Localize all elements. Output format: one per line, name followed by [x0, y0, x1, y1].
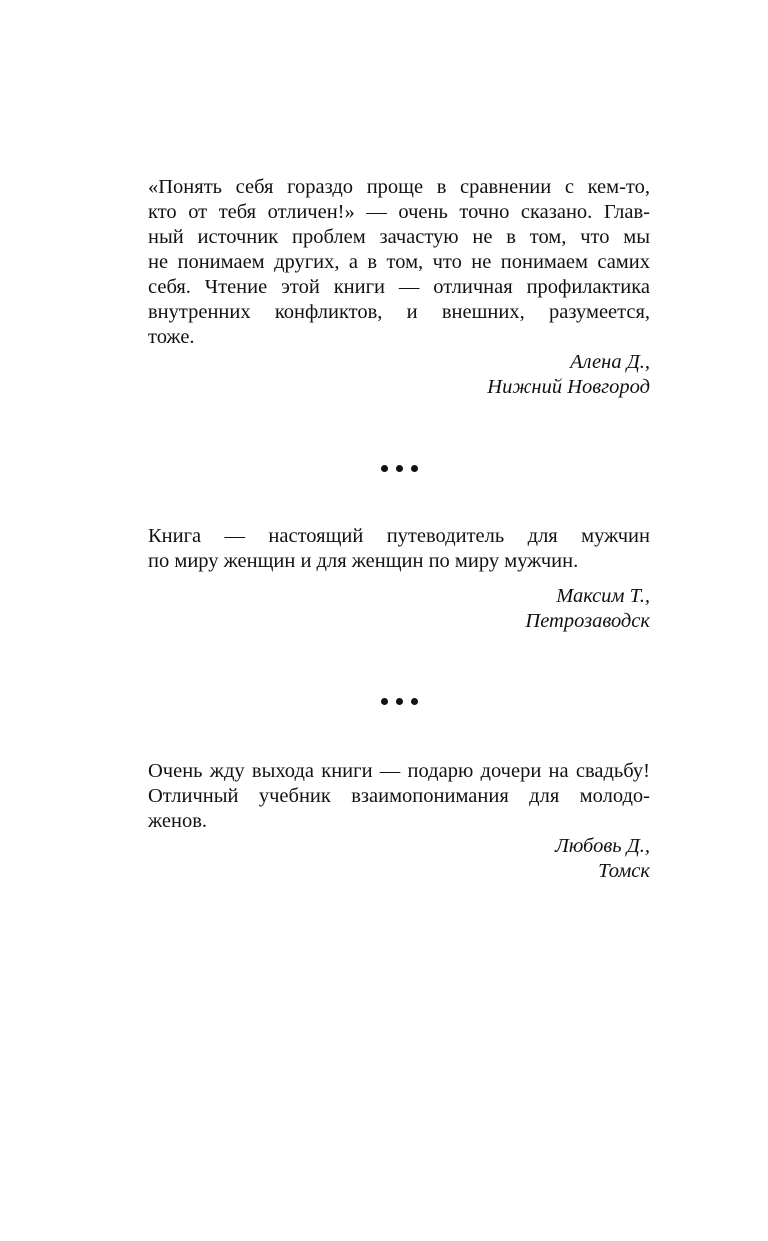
separator-dot — [381, 698, 388, 705]
review-city: Нижний Новгород — [487, 376, 650, 398]
review-1 — [148, 175, 650, 400]
review-3 — [148, 759, 650, 884]
review-line: себя. Чтение этой книги — отличная профилактика — [148, 276, 650, 298]
separator-dot — [396, 698, 403, 705]
review-city: Петрозаводск — [525, 610, 650, 632]
review-line: ный источник проблем зачастую не в том, что мы — [148, 226, 650, 248]
review-author: Максим Т., — [556, 585, 650, 607]
review-text — [148, 524, 650, 574]
review-author: Любовь Д., — [554, 835, 650, 857]
review-line: тоже. — [148, 326, 195, 348]
review-line: не понимаем других, а в том, что не понимаем самих — [148, 251, 650, 273]
review-line: «Понять себя гораздо проще в сравнении с кем-то, — [148, 176, 650, 198]
review-line: женов. — [148, 810, 208, 832]
review-text — [148, 759, 650, 834]
separator-dot — [411, 698, 418, 705]
separator-dot — [381, 465, 388, 472]
review-line: по миру женщин и для женщин по миру мужчин. — [148, 550, 579, 572]
separator-dot — [411, 465, 418, 472]
section-separator — [148, 692, 650, 702]
review-line: внутренних конфликтов, и внешних, разумеется, — [148, 301, 650, 323]
review-line: Книга — настоящий путеводитель для мужчин — [148, 525, 650, 547]
review-line: кто от тебя отличен!» — очень точно сказано. Глав- — [148, 201, 650, 223]
section-separator — [148, 459, 650, 469]
review-line: Очень жду выхода книги — подарю дочери на свадьбу! — [148, 760, 650, 782]
review-text — [148, 175, 650, 350]
review-city: Томск — [598, 860, 650, 882]
review-2 — [148, 524, 650, 634]
review-line: Отличный учебник взаимопонимания для молодо- — [148, 785, 650, 807]
separator-dot — [396, 465, 403, 472]
review-author: Алена Д., — [570, 351, 650, 373]
